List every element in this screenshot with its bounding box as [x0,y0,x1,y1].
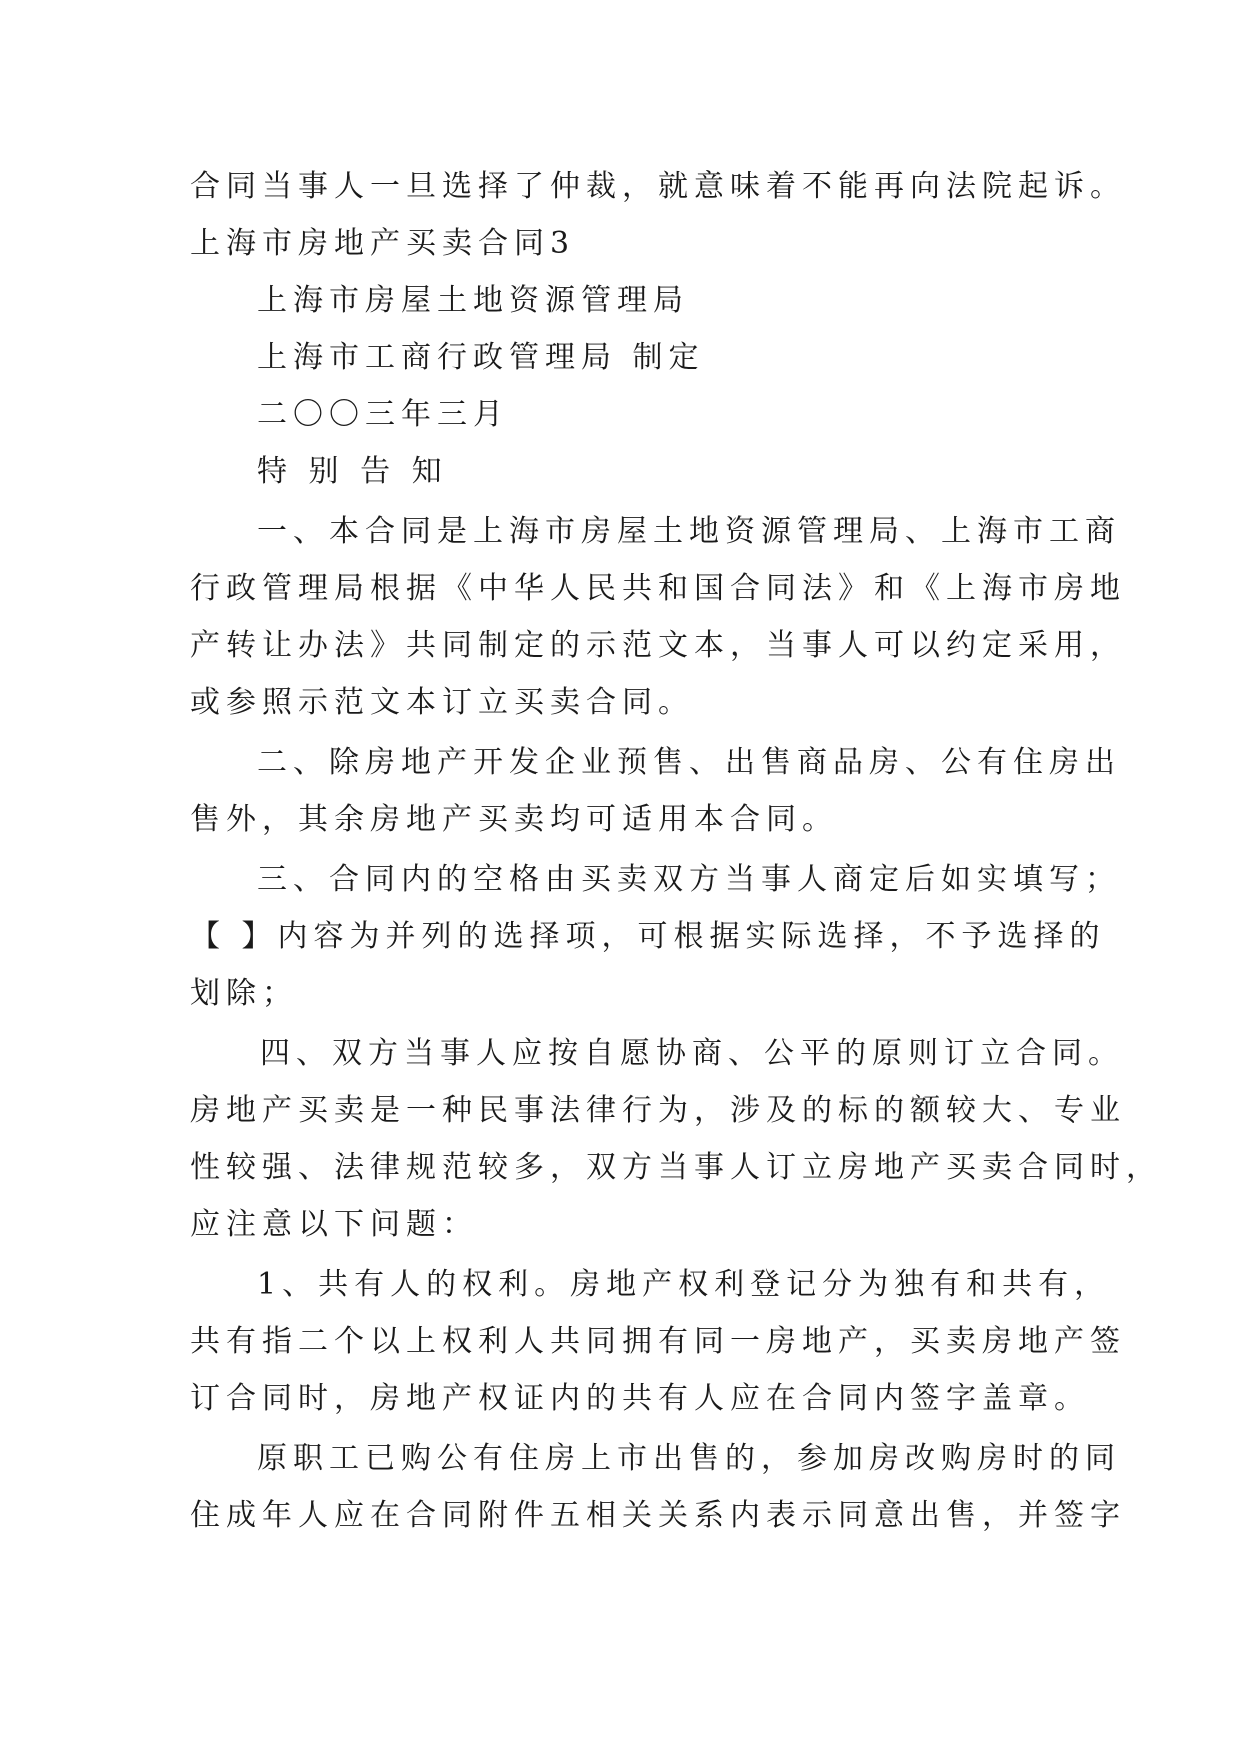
notice-item-2-line-2: 售外，其余房地产买卖均可适用本合同。 [190,802,838,837]
special-notice-heading: 特 别 告 知 [257,454,448,489]
document-body [190,158,1162,1544]
contract-title: 上海市房地产买卖合同3 [190,226,576,261]
notice-item-3-line-2: 【 】内容为并列的选择项，可根据实际选择，不予选择的 [190,919,1106,954]
issuer-housing-bureau: 上海市房屋土地资源管理局 [257,283,689,318]
issue-date: 二〇〇三年三月 [257,397,509,432]
paragraph-public-housing-line-1: 原职工已购公有住房上市出售的，参加房改购房时的同 [257,1441,1121,1476]
issuer-commerce-bureau: 上海市工商行政管理局 制定 [257,340,705,375]
paragraph-public-housing-line-2: 住成年人应在合同附件五相关关系内表示同意出售，并签字 [190,1498,1126,1533]
notice-item-4-line-1: 四、双方当事人应按自愿协商、公平的原则订立合同。 [260,1036,1124,1071]
notice-item-4-line-4: 应注意以下问题： [190,1207,478,1242]
notice-item-4-line-3: 性较强、法律规范较多，双方当事人订立房地产买卖合同时， [190,1150,1162,1185]
notice-item-1-line-2: 行政管理局根据《中华人民共和国合同法》和《上海市房地 [190,571,1126,606]
notice-item-1-line-4: 或参照示范文本订立买卖合同。 [190,685,694,720]
notice-item-3-line-1: 三、合同内的空格由买卖双方当事人商定后如实填写； [257,862,1121,897]
notice-item-3-line-3: 划除； [190,976,298,1011]
text-line-arbitration-note: 合同当事人一旦选择了仲裁，就意味着不能再向法院起诉。 [190,169,1126,204]
notice-item-1-line-1: 一、本合同是上海市房屋土地资源管理局、上海市工商 [257,514,1121,549]
subitem-1-line-3: 订合同时，房地产权证内的共有人应在合同内签字盖章。 [190,1381,1090,1416]
notice-item-1-line-3: 产转让办法》共同制定的示范文本，当事人可以约定采用， [190,628,1126,663]
subitem-1-line-1: 1、共有人的权利。房地产权利登记分为独有和共有， [257,1267,1111,1302]
notice-item-4-line-2: 房地产买卖是一种民事法律行为，涉及的标的额较大、专业 [190,1093,1126,1128]
notice-item-2-line-1: 二、除房地产开发企业预售、出售商品房、公有住房出 [257,745,1121,780]
subitem-1-line-2: 共有指二个以上权利人共同拥有同一房地产，买卖房地产签 [190,1324,1126,1359]
